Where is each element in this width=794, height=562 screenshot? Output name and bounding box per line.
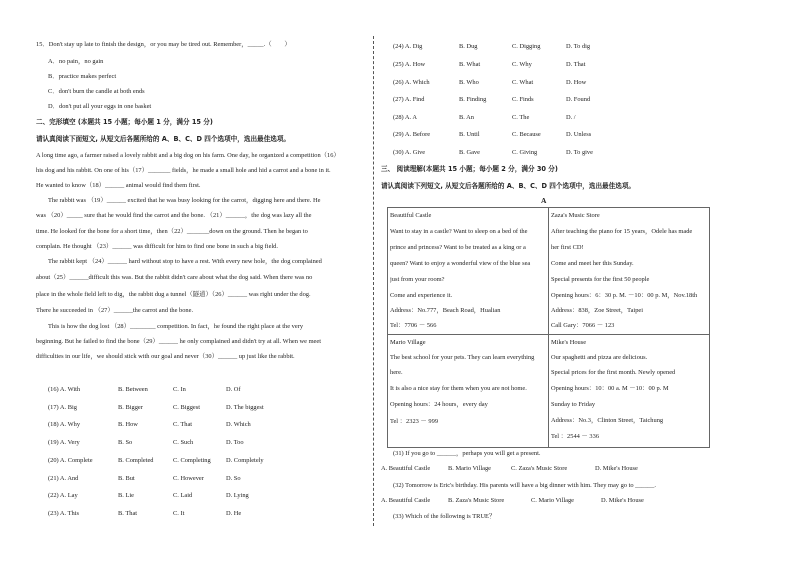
passage-line: The rabbit was （19）______ excited that he was busy looking for the carrot，digging here and there. He xyxy=(48,197,321,204)
section3-instructions: 请认真阅读下列短文, 从短文后各题所给的 A、B、C、D 四个选项中，选出最佳选项。 xyxy=(381,182,636,190)
passage-line: He wanted to know（18）______ animal would find them first. xyxy=(36,182,201,189)
ad-mikes-house: Mike's House Our spaghetti and pizza are delicious. Special prices for the first month. Newly opened Opening hours：10：00 a. M －10：00 p. M Sunday to Friday Address：No.3，Clinton Street，Taichung Tel ：2544 － 336 xyxy=(551,339,676,440)
exam-page: 15．Don't stay up late to finish the design，or you may be tired out. Remember，_____.（ ） A．no pain，no gain B．practice makes perfect C．don't burn the candle at both ends D．don't put all your eggs in one basket 二、完形填空 (本题共 15 小题；每小题 1 分，满分 15 分) 请认真阅读下面短文, 从短文后各题所给的 A、B、C、D 四个选项中，选出最佳选项。 A long time ago, a farmer raised a lovely rabbit and a big dog on his farm. One day, he organized a competition（16） his dog and his rabbit. On one of his（17）_______ fields，he made a small hole and hid a carrot and a bone in it. He wanted to know（18）______ animal would find them first. The rabbit was （19）______ excited that he was busy looking for the carrot，digging here and there. He was （20）_____ sure that he would find the carrot and the bone. （21）______，the dog was lazy all the time. He looked for the bone for a short time，then（22）_______down on the ground. Then he began to complain. He thought （23）______ was difficult for him to find one bone in such a big field. The rabbit kept （24）______ hard without stop to have a rest. With every new hole，the dog complained about（25）______difficult this was. But the rabbit didn't care about what the dog said. When there was no place in the whole field left to dig，the rabbit dug a tunnel（隧道）（26）______ was right under the dog. There he succeeded in （27）______the carrot and the bone. This is how the dog lost （28）________ competition. In fact，he found the right place at the very beginning. But he failed to find the bone（29）______ he only complained and didn't try at all. When we meet difficulties in our life，we should stick with our goal and never（30）______ up just like the rabbit. (16) A. With B. Between C. In D. Of (17) A. Big B. Bigger C. Biggest D. The biggest (18) A. Why B. How C. That D. Which (19) A. Very B. So C. Such D. Too (20) A. Complete B. Completed C. Completing D. Completely (21) A. And B. But C. However D. So (22) A. Lay B. Lie C. Laid D. Lying (23) A. This B. That C. It D. He (24) A. Dig B. Dug C. Digging D. To dig (25) A. How B. What C. Why D. That (26) A. Which B. Who C. What D. How (27) A. Find B. Finding C. Finds D. Found (28) A. A B. An C. The D. / (29) A. Before B. Until C. Because D. Unless (30) A. Give B. Gave C. Giving D. To give 三、 阅读理解(本题共 15 小题；每小题 2 分，满分 30 分) 请认真阅读下列短文, 从短文后各题所给的 A、B、C、D 四个选项中，选出最佳选项。 A Beautiful Castle Want to stay in a castle? Want to sleep on a bed of the prince and princess? Want to be treated as a king or a queen? Want to enjoy a wonderful view of the blue sea just from your room? Come and experience it. Address：No.777，Beach Road，Hualian Tel：7706 － 566 Zaza's Music Store After teaching the piano for 15 years，Odele has made her first CD! Come and meet her this Sunday. Special presents for the first 50 people Opening hours：6：30 p. M. －10：00 p. M，Nov.18th Address：838，Zoe Street，Taipei Call Gary：7066 － 123 Mario Village The best school for your pets. They can learn everything here. It is also a nice stay for them when you are not home. Opening hours：24 hours，every day Tel ：2323 － 999 Mike's House Our spaghetti and pizza are delicious. Special prices for the first month. Newly opened Opening hours：10：00 a. M －10：00 p. M Sunday to Friday Address：No.3，Clinton Street，Taichung Tel ：2544 － 336 (31) If you go to ______，perhaps you will get a present. A. Beautiful Castle B. Mario Village C. Zaza's Music Store D. Mike's House (32) Tomorrow is Eric's birthday. His parents will have a big dinner with him. They may go to ______. A. Beautiful Castle B. Zaza's Music Store C. Mario Village D. Mike's House (33) Which of the following is TRUE？ xyxy=(0,0,794,562)
q31-stem: (31) If you go to ______，perhaps you will get a present. xyxy=(393,450,541,457)
passage-line: A long time ago, a farmer raised a lovely rabbit and a big dog on his farm. One day, he organized a competition（16） xyxy=(36,152,340,159)
q15-option-c: C．don't burn the candle at both ends xyxy=(48,88,145,95)
passage-line: This is how the dog lost （28）________ competition. In fact，he found the right place at the very xyxy=(48,323,304,330)
column-divider xyxy=(373,36,374,526)
passage-line: place in the whole field left to dig，the rabbit dug a tunnel（隧道）（26）______ was right under the dog. xyxy=(36,291,311,298)
ads-table-divider xyxy=(548,207,549,448)
q15-option-a: A．no pain，no gain xyxy=(48,58,104,65)
section2-title: 二、完形填空 (本题共 15 小题；每小题 1 分，满分 15 分) xyxy=(36,118,213,126)
ad-zazas-music-store: Zaza's Music Store After teaching the piano for 15 years，Odele has made her first CD! Come and meet her this Sunday. Special presents for the first 50 people Opening hours：6：30 p. M. －10：00 p. M，Nov.18th Address：838，Zoe Street，Taipei Call Gary：7066 － 123 xyxy=(551,212,698,329)
passage-line: difficulties in our life，we should stick with our goal and never（30）______ up just like the rabbit. xyxy=(36,353,295,360)
ad-mario-village: Mario Village The best school for your pets. They can learn everything here. It is also a nice stay for them when you are not home. Opening hours：24 hours，every day Tel ：2323 － 999 xyxy=(390,339,535,425)
q33-stem: (33) Which of the following is TRUE？ xyxy=(393,513,496,520)
passage-line: complain. He thought （23）______ was difficult for him to find one bone in such a big field. xyxy=(36,243,278,250)
passage-line: The rabbit kept （24）______ hard without stop to have a rest. With every new hole，the dog complained xyxy=(48,258,322,265)
q15-option-d: D．don't put all your eggs in one basket xyxy=(48,103,152,110)
q15-option-b: B．practice makes perfect xyxy=(48,73,117,80)
passage-line: time. He looked for the bone for a short time，then（22）_______down on the ground. Then he began to xyxy=(36,228,308,235)
passage-line: beginning. But he failed to find the bone（29）______ he only complained and didn't try at all. When we meet xyxy=(36,338,321,345)
ad-beautiful-castle: Beautiful Castle Want to stay in a castle? Want to sleep on a bed of the prince and princess? Want to be treated as a king or a queen? Want to enjoy a wonderful view of the blue sea just from your room? Come and experience it. Address：No.777，Beach Road，Hualian Tel：7706 － 566 xyxy=(390,212,531,329)
passage-letter: A xyxy=(541,196,547,205)
passage-line: was （20）_____ sure that he would find the carrot and the bone. （21）______，the dog was lazy all the xyxy=(36,212,312,219)
passage-line: There he succeeded in （27）______the carrot and the bone. xyxy=(36,307,194,314)
q32-stem: (32) Tomorrow is Eric's birthday. His parents will have a big dinner with him. They may go to ______. xyxy=(393,482,656,489)
passage-line: his dog and his rabbit. On one of his（17）_______ fields，he made a small hole and hid a carrot and a bone in it. xyxy=(36,167,331,174)
q15-stem: 15．Don't stay up late to finish the design，or you may be tired out. Remember，_____.（ ） xyxy=(36,41,291,48)
section2-instructions: 请认真阅读下面短文, 从短文后各题所给的 A、B、C、D 四个选项中，选出最佳选项。 xyxy=(36,135,291,143)
section3-title: 三、 阅读理解(本题共 15 小题；每小题 2 分，满分 30 分) xyxy=(381,165,558,173)
passage-line: about（25）______difficult this was. But the rabbit didn't care about what the dog said. When there was no xyxy=(36,274,313,281)
ads-table-divider xyxy=(387,334,710,335)
